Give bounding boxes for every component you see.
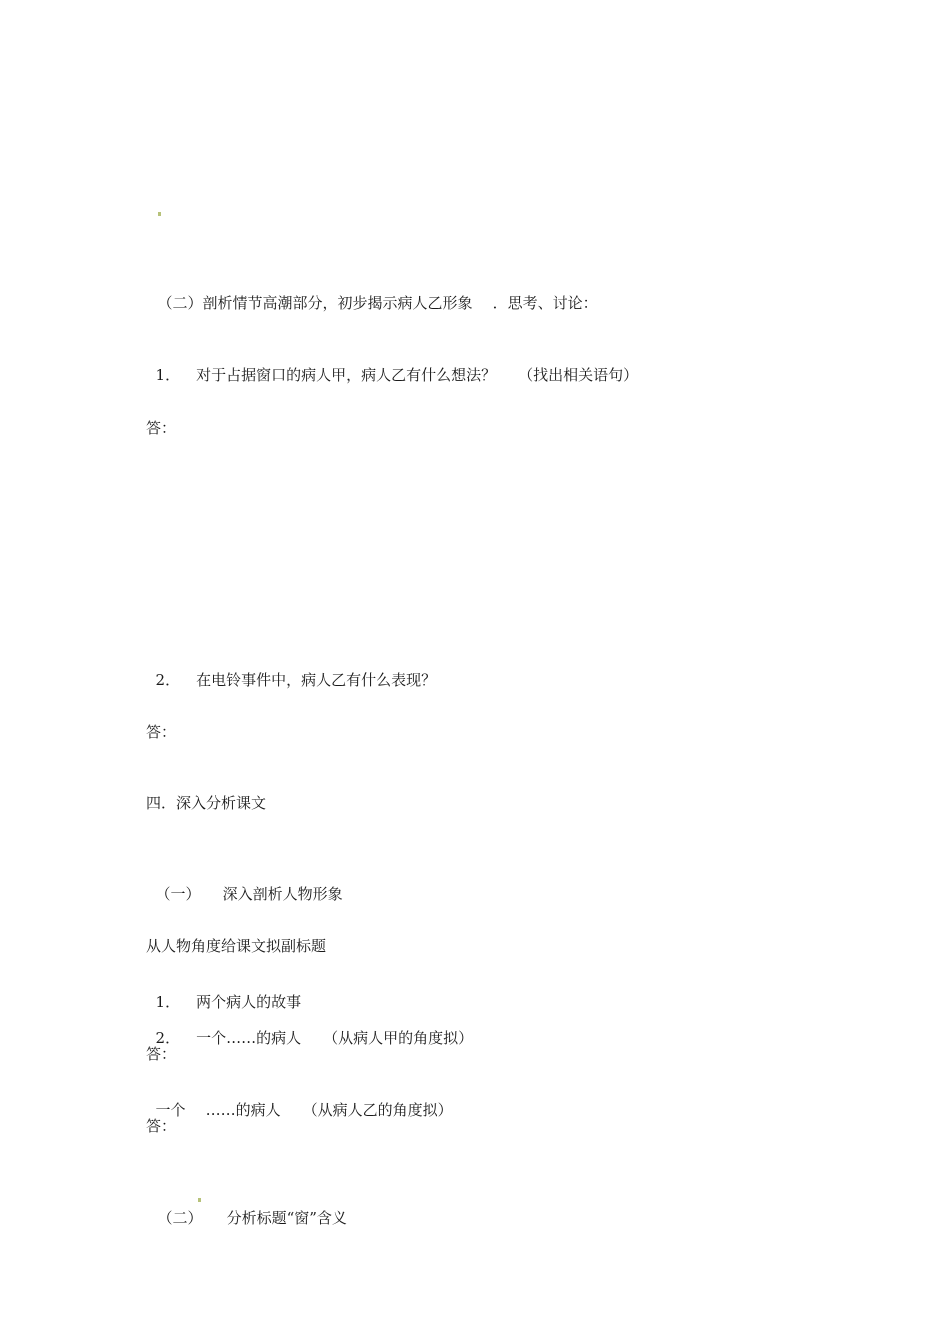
- list-item-1-text: 两个病人的故事: [196, 993, 302, 1011]
- question-1-hint: （找出相关语句）: [518, 366, 639, 384]
- section-four-heading: 四．深入分析课文: [146, 794, 267, 812]
- question-2-text: 在电铃事件中，病人乙有什么表现？: [196, 671, 437, 689]
- list-item-1-number: 1．: [155, 993, 181, 1011]
- list-item-3: [146, 1080, 453, 1120]
- answer-label-3: 答：: [146, 1045, 177, 1063]
- list-item-3-hint: （从病人乙的角度拟）: [302, 1101, 453, 1119]
- decorative-mark: [158, 212, 161, 216]
- list-item-2-hint: （从病人甲的角度拟）: [323, 1029, 474, 1047]
- list-item-2: [146, 1008, 473, 1048]
- section-b-heading-prefix: （二）剖析情节高潮部分，初步揭示病人乙形象: [157, 294, 473, 312]
- section-b-heading: [148, 273, 598, 313]
- question-2: [146, 650, 436, 690]
- question-1-text: 对于占据窗口的病人甲，病人乙有什么想法？: [196, 366, 497, 384]
- subsection-one-text: 深入剖析人物形象: [222, 885, 343, 903]
- list-item-2-number: 2．: [155, 1029, 181, 1047]
- list-item-3-prefix: 一个: [155, 1101, 186, 1119]
- answer-label-1: 答：: [146, 419, 177, 437]
- question-1: [146, 345, 638, 385]
- decorative-mark: [198, 1198, 201, 1202]
- question-2-number: 2．: [155, 671, 181, 689]
- question-1-number: 1．: [155, 366, 181, 384]
- subsection-one-label: （一）: [155, 885, 201, 903]
- subsection-two-text: 分析标题“窗”含义: [226, 1209, 347, 1227]
- subsection-one-heading: [146, 864, 343, 904]
- list-item-1: [146, 972, 301, 1012]
- subsection-two-heading: [148, 1188, 347, 1228]
- answer-label-2: 答：: [146, 723, 177, 741]
- section-b-heading-suffix: ．思考、讨论：: [492, 294, 598, 312]
- subsection-two-label: （二）: [157, 1209, 203, 1227]
- subtitle-prompt: 从人物角度给课文拟副标题: [146, 937, 327, 955]
- answer-label-4: 答：: [146, 1117, 177, 1135]
- list-item-3-text: ……的病人: [205, 1101, 281, 1119]
- list-item-2-text: 一个……的病人: [196, 1029, 302, 1047]
